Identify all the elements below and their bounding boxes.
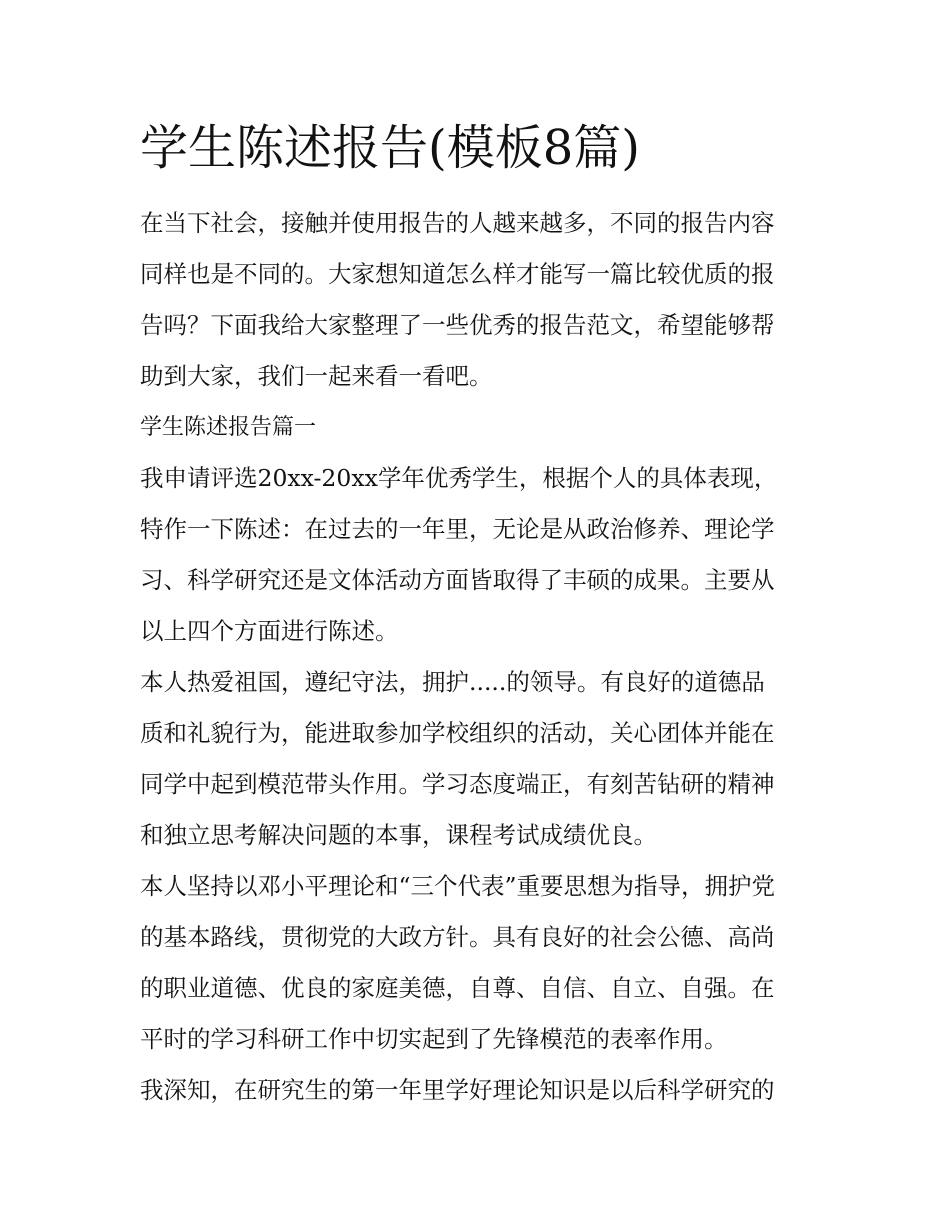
paragraph-line: 的职业道德、优良的家庭美德，自尊、自信、自立、自强。在 [140,974,775,1002]
paragraph-line: 同样也是不同的。大家想知道怎么样才能写一篇比较优质的报 [140,260,775,288]
paragraph-line: 我申请评选20xx-20xx学年优秀学生，根据个人的具体表现， [140,464,778,492]
paragraph-line: 同学中起到模范带头作用。学习态度端正，有刻苦钻研的精神 [140,770,775,798]
document-title: 学生陈述报告(模板8篇) [140,120,640,176]
paragraph-line: 本人坚持以邓小平理论和“三个代表”重要思想为指导，拥护党 [140,872,776,900]
paragraph-line: 我深知，在研究生的第一年里学好理论知识是以后科学研究的 [140,1076,775,1104]
section-heading: 学生陈述报告篇一 [140,415,317,440]
paragraph-line: 在当下社会，接触并使用报告的人越来越多，不同的报告内容 [140,209,775,237]
paragraph-line: 以上四个方面进行陈述。 [140,617,399,645]
paragraph-line: 平时的学习科研工作中切实起到了先锋模范的表率作用。 [140,1025,728,1053]
paragraph-line: 助到大家，我们一起来看一看吧。 [140,362,493,390]
paragraph-line: 本人热爱祖国，遵纪守法，拥护.....的领导。有良好的道德品 [140,668,765,696]
paragraph-line: 质和礼貌行为，能进取参加学校组织的活动，关心团体并能在 [140,719,775,747]
paragraph-line: 和独立思考解决问题的本事，课程考试成绩优良。 [140,821,657,849]
document-body [140,198,812,1116]
paragraph-line: 特作一下陈述：在过去的一年里，无论是从政治修养、理论学 [140,515,775,543]
paragraph-line: 的基本路线，贯彻党的大政方针。具有良好的社会公德、高尚 [140,923,775,951]
paragraph-line: 习、科学研究还是文体活动方面皆取得了丰硕的成果。主要从 [140,566,775,594]
paragraph-line: 告吗？下面我给大家整理了一些优秀的报告范文，希望能够帮 [140,311,775,339]
